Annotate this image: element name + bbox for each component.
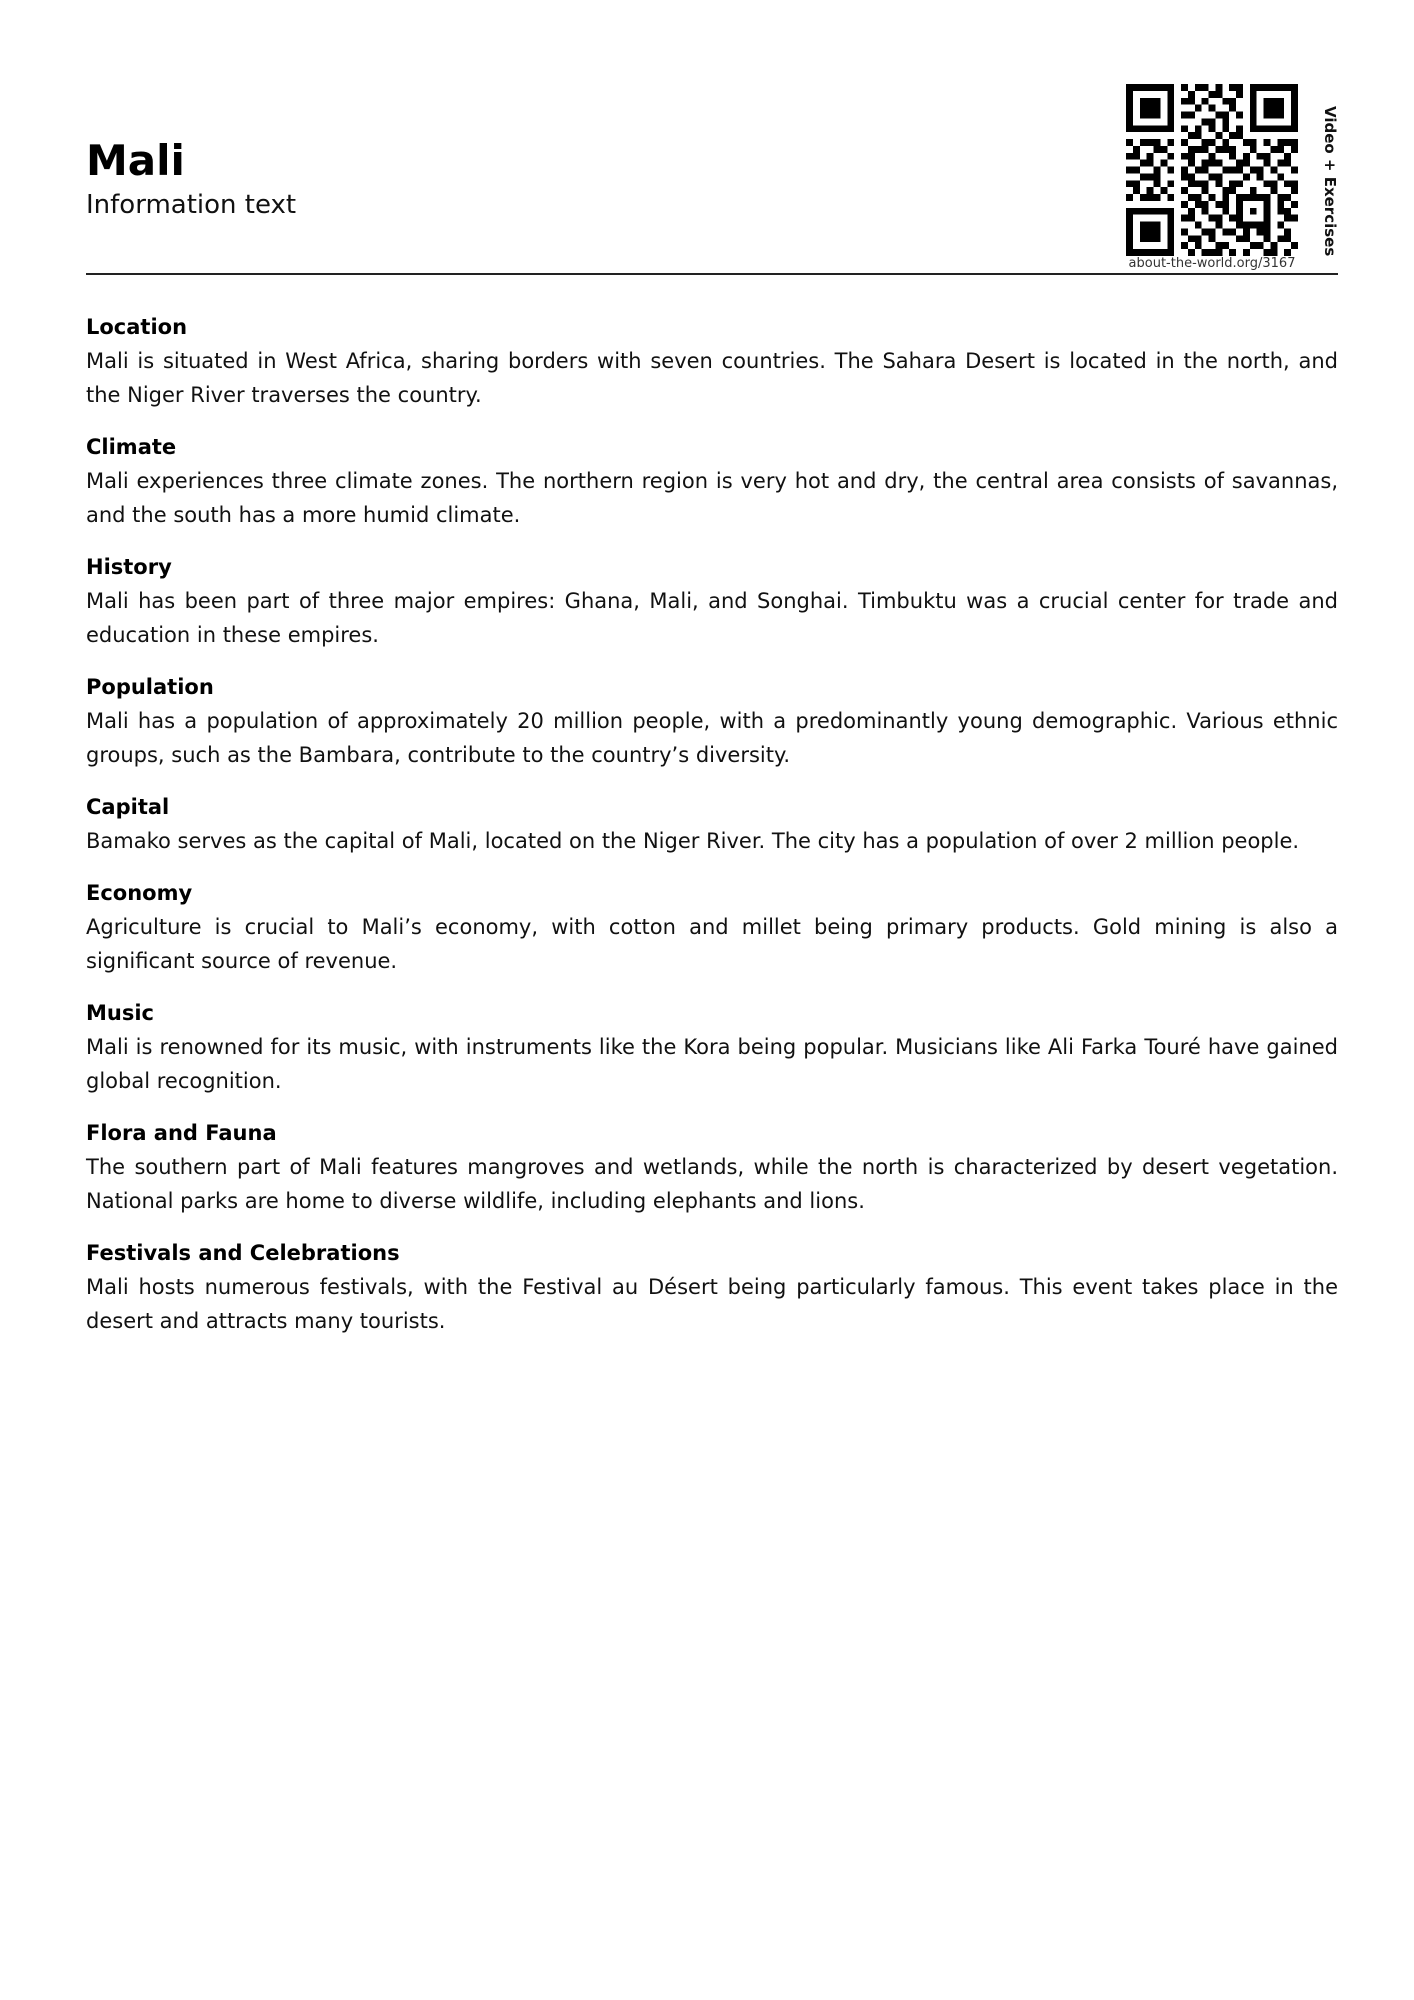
- section-music: [86, 996, 1338, 1098]
- section-body: Mali is renowned for its music, with instruments like the Kora being popular. Musicians like Ali Farka Touré have gained global recognition.: [86, 1035, 1338, 1093]
- section-body: Mali has a population of approximately 20 million people, with a predominantly young demographic. Various ethnic groups, such as the Bambara, contribute to the country’s diversity.: [86, 709, 1338, 767]
- section-body: Agriculture is crucial to Mali’s economy, with cotton and millet being primary products. Gold mining is also a significant source of revenue.: [86, 915, 1338, 973]
- section-heading: Music: [86, 1001, 154, 1025]
- page-subtitle: Information text: [86, 190, 297, 220]
- section-heading: Economy: [86, 881, 193, 905]
- qr-code-url[interactable]: about-the-world.org/3167: [1128, 256, 1296, 271]
- header-divider: [86, 273, 1338, 275]
- section-heading: Location: [86, 315, 188, 339]
- section-heading: History: [86, 555, 172, 579]
- section-climate: [86, 430, 1338, 532]
- section-heading: Festivals and Celebrations: [86, 1241, 400, 1265]
- section-heading: Flora and Fauna: [86, 1121, 277, 1145]
- page-title: Mali: [86, 136, 185, 185]
- section-body: Mali has been part of three major empires: Ghana, Mali, and Songhai. Timbuktu was a crucial center for trade and education in these empires.: [86, 589, 1338, 647]
- section-economy: [86, 876, 1338, 978]
- section-body: Mali is situated in West Africa, sharing borders with seven countries. The Sahara Desert is located in the north, and the Niger River traverses the country.: [86, 349, 1338, 407]
- section-heading: Climate: [86, 435, 177, 459]
- section-flora-fauna: [86, 1116, 1338, 1218]
- section-body: Mali hosts numerous festivals, with the Festival au Désert being particularly famous. This event takes place in the desert and attracts many tourists.: [86, 1275, 1338, 1333]
- section-heading: Population: [86, 675, 214, 699]
- document-page: [86, 0, 1338, 2000]
- page-header: [86, 0, 1338, 276]
- section-population: [86, 670, 1338, 772]
- section-location: [86, 310, 1338, 412]
- section-heading: Capital: [86, 795, 170, 819]
- info-content: [86, 310, 1338, 1356]
- section-body: Mali experiences three climate zones. The northern region is very hot and dry, the central area consists of savannas, and the south has a more humid climate.: [86, 469, 1338, 527]
- section-body: The southern part of Mali features mangroves and wetlands, while the north is characterized by desert vegetation. National parks are home to diverse wildlife, including elephants and lions.: [86, 1155, 1338, 1213]
- section-festivals: [86, 1236, 1338, 1338]
- section-history: [86, 550, 1338, 652]
- section-body: Bamako serves as the capital of Mali, located on the Niger River. The city has a population of over 2 million people.: [86, 829, 1300, 853]
- video-exercises-label: Video + Exercises: [1321, 106, 1339, 257]
- section-capital: [86, 790, 1338, 858]
- qr-code-icon[interactable]: [1126, 84, 1298, 256]
